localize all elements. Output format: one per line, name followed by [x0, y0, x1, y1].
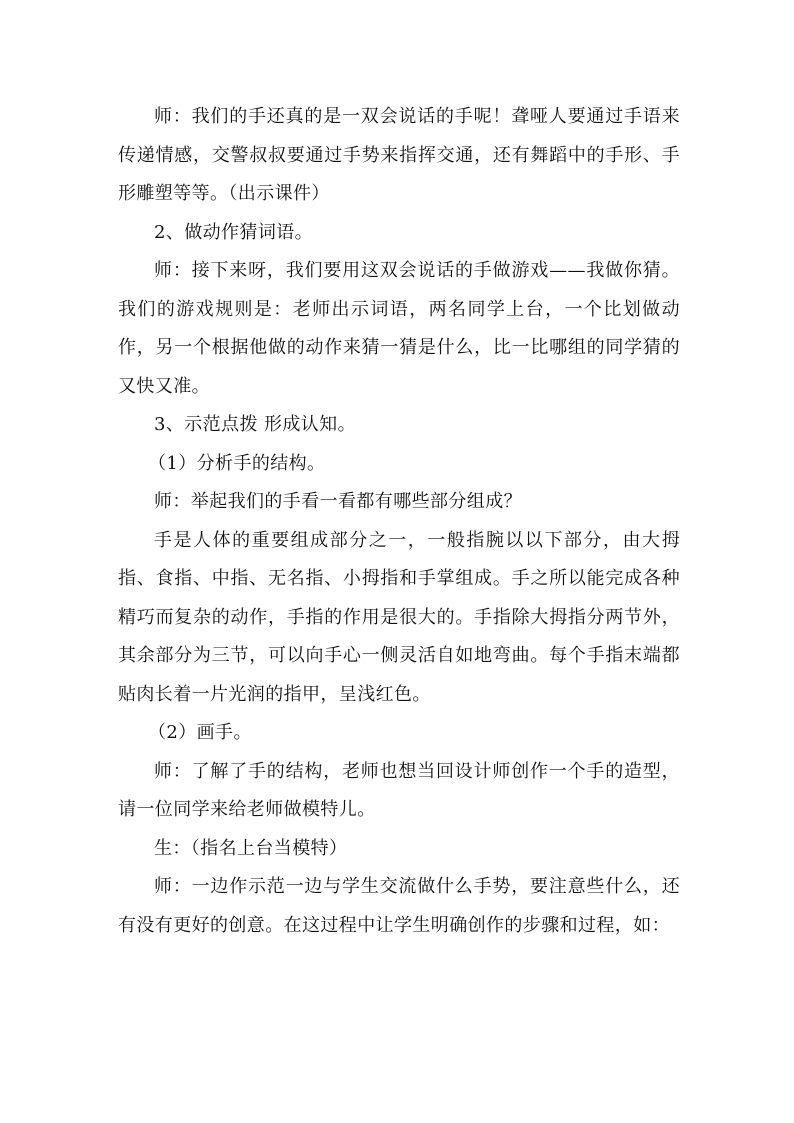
- paragraph-analyze-hand-heading: （1）分析手的结构。: [148, 452, 326, 474]
- paragraph-teacher-hands-talk: 师：我们的手还真的是一双会说话的手呢！聋哑人要通过手语来传递情感，交警叔叔要通过手势来指挥交通，还有舞蹈中的手形、手形雕塑等等。（出示课件）: [118, 106, 680, 204]
- document-body: [118, 98, 680, 945]
- paragraph-hand-structure: 手是人体的重要组成部分之一，一般指腕以以下部分，由大拇指、食指、中指、无名指、小拇指和手掌组成。手之所以能完成各种精巧而复杂的动作，手指的作用是很大的。手指除大拇指分两节外，其余部分为三节，可以向手心一侧灵活自如地弯曲。每个手指末端都贴肉长着一片光润的指甲，呈浅红色。: [118, 529, 680, 705]
- paragraph-draw-hand-heading: （2）画手。: [148, 722, 252, 743]
- paragraph-step-3-heading: 3、示范点拨 形成认知。: [154, 414, 356, 435]
- paragraph-teacher-question: 师：举起我们的手看一看都有哪些部分组成？: [154, 491, 522, 512]
- paragraph-game-rules: 师：接下来呀，我们要用这双会说话的手做游戏——我做你猜。我们的游戏规则是：老师出示词语，两名同学上台，一个比划做动作，另一个根据他做的动作来猜一猜是什么，比一比哪组的同学猜的又快又准。: [118, 260, 680, 397]
- paragraph-step-2-heading: 2、做动作猜词语。: [154, 221, 314, 243]
- paragraph-teacher-model: 师：了解了手的结构，老师也想当回设计师创作一个手的造型，请一位同学来给老师做模特儿。: [118, 760, 680, 820]
- paragraph-student-model: 生：（指名上台当模特）: [154, 837, 348, 859]
- paragraph-teacher-demo: 师：一边作示范一边与学生交流做什么手势，要注意些什么，还有没有更好的创意。在这过程中让学生明确创作的步骤和过程，如：: [118, 876, 680, 936]
